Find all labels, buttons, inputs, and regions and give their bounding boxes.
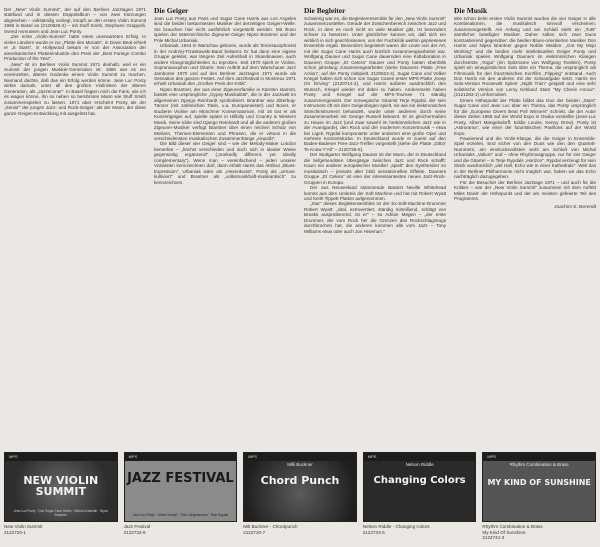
cover-title: MY KIND OF SUNSHINE <box>487 478 591 487</box>
catalog-number: 2122720-1 <box>4 529 26 535</box>
cover-lineup: Jean Luc Ponty · Volker Kriegel · Theo Jörgensmann · Terje Rypdal <box>132 513 228 518</box>
column-intro <box>4 6 146 406</box>
album-item[interactable] <box>4 452 118 547</box>
paragraph: Die Bild dieser vier Geiger sind – wie der Melody-Maker London bemerkte – „höchst verschieden und doch sich in idealer Weise gegenseitig ergänzend" („markedly different, yet ideally complementary"). Wenn man – vereinfachend – jeden unserer Violinisten kennzeichnen darf, dann erhält Harris das Attribut „Blues-Expression", Urbaniak wäre als „Hexenkunst", Ponty als „virtuos-kultiviert" und Brantner als „volksmusikhaft-musikantisch" zu kennzeichnen. <box>154 141 296 185</box>
paragraph: Jean Luc Ponty aus Paris und Sugar Cane Harris aus Los Angeles sind die beiden bekanntesten Musiker der derzeitigen Geigen-Welle. Sie brauchen hier nicht ausführlich vorgestellt werden. Mit ihnen spielen der österreichische Zigeuner-Geiger Nipso Brantner und der Pole Michal Urbaniak. <box>154 16 296 43</box>
cover-title: Chord Punch <box>260 474 340 487</box>
album-cover[interactable] <box>124 452 238 522</box>
caption-title: Jazz Festival <box>123 524 151 529</box>
album-caption <box>363 524 477 535</box>
cover-artist: Rhythm Combination & Brass <box>509 462 569 467</box>
column-title: Die Begleiter <box>304 6 346 15</box>
album-covers-row <box>4 452 596 547</box>
paragraph: Wie schon beim ersten Violin Summit wurden die vier Geiger in alle Kombinationen, die musikalisch sinnvoll erscheinen, zusammengestellt. Am Anfang und am Schluß steht ein „Tutti" sämtlicher beteiligter Musiker. Daher sollen sich zwei Duos kontrastierend gegenüber: die beiden Blues-orientierten Musiker Don Harris und Nipso Brantner gegen Nobile Walden: „Got My Mojo Working" und die beiden mehr intellektuellen Geiger Ponty und Urbaniak spielen Wolfgang Dauners im elektronischen Klangen durchsetzte „Yogui" (ein Spitzname von Wolfgang Tootlein). Ponty spielt ein einegoistisches Solo über ein Thema, die ursprünglich als Filmmusik für den französischen Kurzfilm „Flipping" entstand. Auch Don Harris ein den anderen mit der Soloaufgabe setzt. Harris ein Solo-Version Roosevelt Sykes' „Night Train" gespielt und eine sehr solistische Version von Leroy Kirkland Stars "My Cherie Amour". (2121283-1) umformuliert. <box>454 16 596 98</box>
cover-artist: Nelson Riddle <box>405 462 434 467</box>
caption-title: New Violin Summit <box>4 524 43 529</box>
label-strip: MPS <box>244 453 356 461</box>
paragraph: Einem Höhepunkt der Platte bildet das Duo der beiden „Stars" Sugar Cane und Jean Luc über ein Thema, das Ponty ursprünglich für die „European Divers Beat Poll Winners" schrieb, die der Autor dieser Zeilen 1969 auf der World Expo in Osaka vorstellte (Jean-Luc Ponty, Albert Mangelsdorff, Eddie Louiss, Kenny Drew). Ponty ist „Astrorama", wie einer der futuristischen Pavillons auf der World Expo. <box>454 97 596 136</box>
caption-title: Rhythm Combination & Brass My Kind Of Sunshine <box>482 524 543 535</box>
text-columns <box>4 6 596 406</box>
cover-lineup: Jean Luc Ponty · Don Sugar Cane Harris · Michal Urbaniak · Nipso Brantner <box>13 509 109 518</box>
signature: Joachim E. Berendt <box>554 205 596 211</box>
paragraph: Urbaniak, 1943 in Warschau geboren, wurde als Tenorsaxophonist in der Andrzej-Trzaskowski-Band bekannt. Er hat dann eine eigene Gruppe geleitet, war längere Zeit Aufenthalt in Skandinavien, auch andere Klangmöglichkeiten zu erproben. Seit 1970 spielt er Violine, Sopransaxophon und Gitarre. Sein Auftritt auf dem Warschauer Jazz Jamboree 1970 und auf den Berliner Jazztagen 1971 wurde als Sensation des ganzen Festes. Auf dem Jazzfestival in Montreux 1971 erhielt Urbaniak den „Großen Preis der Kritik". <box>154 43 296 87</box>
album-caption <box>4 524 118 535</box>
cover-artist: Milli Buckner <box>287 462 313 467</box>
catalog-number: 2122733-5 <box>362 529 385 535</box>
album-cover[interactable] <box>363 452 477 522</box>
album-caption <box>124 524 238 535</box>
album-item[interactable] <box>243 452 357 547</box>
album-cover[interactable] <box>243 452 357 522</box>
column-geiger <box>154 6 296 406</box>
album-cover[interactable] <box>482 452 596 522</box>
paragraph: Der „New" Violin Summit", der auf den Berliner Jazztagen 1971 stattfand und in diesem Doppelalbum – von zwei Kürzungen abgesehen – vollständig vorliegt, knüpft an den ersten Violin Summit 1966 in Basel an (2120626-2) – mit Stuff Smith, Stephane Grappelli, Svend Asmussen und Jean Luc Ponty. <box>4 7 146 34</box>
paragraph: Schwierig war es, die Begleiterensemble für den „New Violin Summit" zusammenzustellen. Gerade der Zwischenbereich zwischen Jazz und Rock, in dem es noch nicht so viele Musiker gibt, ist besonders schwer zu besetzen. Unter glücklicher kannen wir, daß sich ein wirklich in sich geschlossenes, von der Fachkritik weithin gepriesenes Ensemble ergab. Besonders begeistert waren die Leute von der Art, mit der Sugar Cane Harris auch kürzlich zusammengearbeitet war. Wolfgang Dauner und Sugar Cane dauernden eine Kollaboration in Daunern Gruppe „Et Cetera" Dauner und Ponty hatten ebenfalls schon jahrelang zusammengearbeitet (siehe Daunens Platte „Free Action", auf der Ponty mitspielt, 2120624-4). Sugar Cane und Volker Kriegel hatten sich schon von Sugar Canes erster MPS-Platte „Keep On Driving" (2120714-2), und Harris außerte ausdrücklich den Wunsch, Kriegel wieder mit dabei zu haben. Andererseits haben Ponty und Kriegel auf der MPS-Tournee 71 ständig zusammengewirkt. Der norwegische Gitarrist Terje Rypdal, der sein Instrument oft mit dem Geigenbogen spielt, sie wie ein elektronisches Streichinstrument behandelt, wurde unter anderem durch seine Zusammenarbeit mit George Russell bekannt. Er ist gleichermaßen zu Hause im Jazz (und zwar sowohl im herkömmlichen Jazz wie in der Avantgarde), den Rock und der modernen Konzertmusik – etwa bei Ligeti. Rypdal komponierte unter anderem eine große Oper und mehrere Konzertstücke. In Deutschland wurde er zuerst auf den Baden-Badener Free-Jazz-Treffen vorgestellt (siehe die Platte „Gittin' To Know Y'All" – 2120726-5). <box>304 16 446 152</box>
catalog-number: 2122741-3 <box>482 535 505 540</box>
paragraph: Der aus Neuseeland stammende Bassist Neville Whitehead kommt aus dem Umkreis der Soft Machine und hat mit Robert Wyatt und Keith Tippett Platten aufgenommen. <box>304 185 446 201</box>
paragraph: Pausierend und die Violin-Klänge, die die Geiger in Ensemble-Spiel erzielen, sind sicher von den Duos wie den den Quartett-Nummern, am eindrucksvollsten wohl am Schluß von Michal Urbaniaks „Valium" und – ohne Rhythmusgruppe, nur für vier Geiger und die Gitarre! – in Terje Rypdals „Horizon". Rypdal verzeugt für sein Stück ausdrücklich „viel Hall, Echo wie in einer Kathedrale". Weil das in der Berliner Philharmonie nicht möglich war, haben wir das Echo nachträglich dazugegeben. <box>454 135 596 180</box>
paragraph: „Star" dieses Begleitensembles ist der Ex-Soft-Machine-Drummer Robert Wyatt: „vital, extrovertiert, ständig mitreißend, schlägt von Breaks ausprobierend, ist er" – so Adrian Megen – „der erste Drummer, der vom Rock her die Grenzen des Rockschlagzeugs durchbrochen hat, die anderen kommen alle vom Jazz – Tony Williams etwa oder auch Jon Hiseman." <box>304 201 446 234</box>
column-musik <box>454 6 596 406</box>
caption-title: Milt Buckner · Chordpunch <box>243 524 298 529</box>
column-begleiter <box>304 6 446 406</box>
cover-title: NEW VIOLIN SUMMIT <box>23 474 99 498</box>
album-item[interactable] <box>482 452 596 547</box>
paragraph: Für die Besucher der Berliner Jazztage 1971 – und auch für die Kritiker – war der „New Violin Summit" zusammen mit dem Auftritt Miles Davis' der Höhepunkt und der am meisten gefeierte Teil des Programms. <box>454 179 596 201</box>
album-cover[interactable] <box>4 452 118 522</box>
caption-title: Nelson Riddle · Changing Colors <box>362 524 430 529</box>
paragraph: „Der erste „Violin-Summit" hatte einen unerwarteten Erfolg. In vielen Ländern wurde er zur „Platte des Monats", in Down Beat erhielt er „5 Stars", in Hollywood bekam er von der Association der amerikanischen Plattenindustrie den Preis der „Best Foreign Combo Production of the Year". <box>4 34 146 62</box>
label-strip: MPS <box>483 453 595 461</box>
catalog-number: 2122733-6 <box>123 529 146 535</box>
paragraph: Nipso Brantner, der aus einer Zigeunerfamilie in Kärnten stammt, bastelt eine ursprüngliche „Gypsy-Musikalität", die in der Jazzwelt im allgemeinen Django Reinhardt symbolisiert. Brantner war Zitterbug-Tänzer (mit zahlreichen Titeln, u.a. Europameister) und Boxer, er studierte Violine am Münchner Konservatorium, mit 16 trat er als Konzertgeiger auf, spielte später in Hillbilly und Country & Western Musik. Seine Idole sind Django Reinhardt und all die anderen großen Zigeuner-Musiker verfügt Brantner über einen reichen Schatz von Motiven, Themen-Elementen und Phrasen, die er virtuos in die verschiedensten musikalischen Zusammenhänge „einpaßt". <box>154 86 296 141</box>
catalog-number: 2122720-7 <box>243 529 266 535</box>
column-title: Die Geiger <box>154 6 189 15</box>
label-strip: MPS <box>125 453 237 461</box>
album-caption <box>482 524 596 541</box>
album-caption <box>243 524 357 535</box>
cover-title: JAZZ FESTIVAL <box>127 471 234 486</box>
paragraph: „New" ist im Berliner Violin Summit 1971 deshalb, weil er ein Summit der jungen Musiker-Generation ist: 1966 war es ein vereinzeltes, älteres Gedenke einem Violin Summit zu machen. Niemand dachte, daß das ein Erfolg werden könne. Jean Luc Ponty wirkte damals, unter all den großen Violinisten der älteren Generation, als „Jazzeconer". In Basel fragten mich die Fans, wie ich es wagen könne, ihn so neben so berühmten Mann wie Stuff Smith zusammenspielen zu lassen. 1971 aber erscheint Ponty als der „Senior" der jungen Jazz- und Rock-Geiger: als der Mann, der diese ganze Geigen-Entwicklung mit ausgelöst hat. <box>4 61 146 116</box>
paragraph: Der Stuttgarter Wolfgang Dauner ist der Mann, der in Deutschland die tiefgehendsten Übergänge zwischen Jazz und Rock schafft: Kaum ein anderer europäischer Musiker „spielt" den Synthesizer so musikalisch – jenseits aller bloß sensationellen Effekte. Dauners Gruppe „Et Cetera" ist eine der interessantesten neuen Jazz-Rock-Gruppen in Europa. <box>304 152 446 185</box>
column-title: Die Musik <box>454 6 488 15</box>
cover-title: Changing Colors <box>373 475 466 486</box>
album-item[interactable] <box>363 452 477 547</box>
label-strip: MPS <box>364 453 476 461</box>
label-strip: MPS <box>5 453 117 461</box>
album-item[interactable] <box>124 452 238 547</box>
